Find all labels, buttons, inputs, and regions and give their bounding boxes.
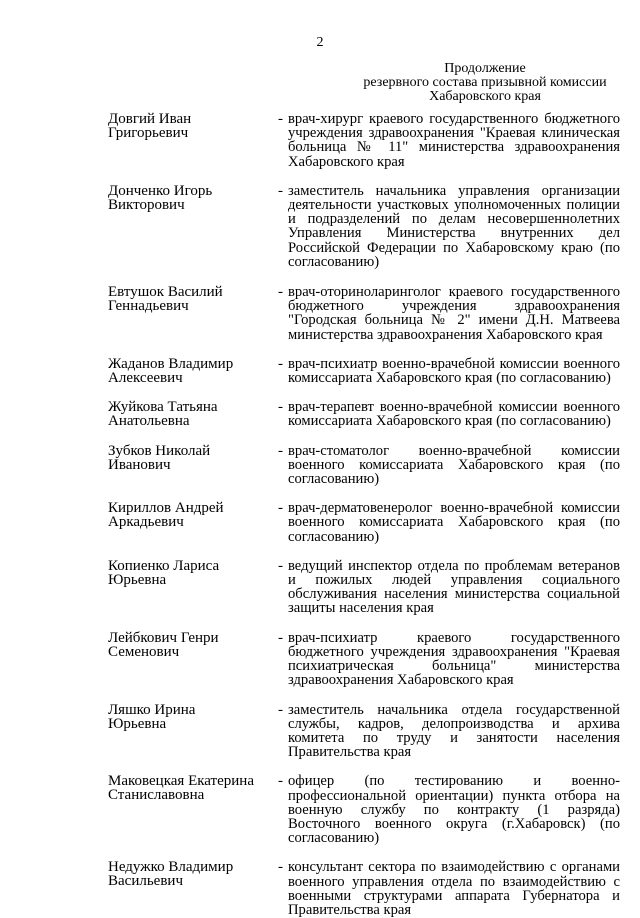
roster-entry xyxy=(108,357,618,385)
continuation-line: Продолжение xyxy=(444,61,526,76)
member-position: консультант сектора по взаимодействию с органами военного управления отдела по взаимодействию с военными структурами аппарата Губернатора и Правительства края xyxy=(288,859,620,918)
member-surname-first: Маковецкая Екатерина xyxy=(108,773,254,790)
member-position: врач-психиатр краевого государственного бюджетного учреждения здравоохранения "Краевая психиатрическая больница" министерства здравоохранения Хабаровского края xyxy=(288,629,620,689)
member-surname-first: Довгий Иван xyxy=(108,111,192,127)
roster-entry xyxy=(108,703,618,760)
roster-entry xyxy=(108,774,618,845)
member-name xyxy=(108,774,273,802)
member-surname-first: Кириллов Андрей xyxy=(108,500,224,517)
member-position: врач-стоматолог военно-врачебной комиссии военного комиссариата Хабаровского края (по согласованию) xyxy=(288,442,620,488)
member-name xyxy=(108,631,273,659)
member-patronymic: Викторович xyxy=(108,196,185,213)
member-surname-first: Жаданов Владимир xyxy=(108,355,234,372)
member-position: заместитель начальника управления организации деятельности участковых уполномоченных полиции и подразделений по делам несовершеннолетних Управления Министерства внутренних дел Российской Федерации по Хабаровскому краю (по согласованию) xyxy=(288,182,620,270)
member-position: врач-хирург краевого государственного бюджетного учреждения здравоохранения "Краевая клиническая больница № 11" министерства здравоохранения Хабаровского края xyxy=(288,111,620,170)
roster-entry xyxy=(108,501,618,544)
member-surname-first: Ляшко Ирина xyxy=(108,701,196,718)
separator-dash: - xyxy=(278,442,283,459)
member-patronymic: Васильевич xyxy=(108,873,183,890)
member-surname-first: Лейбкович Генри xyxy=(108,629,219,646)
member-name xyxy=(108,703,273,731)
member-name xyxy=(108,501,273,529)
member-patronymic: Юрьевна xyxy=(108,571,167,588)
roster-entry xyxy=(108,631,618,688)
member-patronymic: Юрьевна xyxy=(108,715,167,732)
member-surname-first: Евтушок Василий xyxy=(108,284,223,301)
member-patronymic: Семенович xyxy=(108,643,180,660)
commission-roster xyxy=(108,112,618,917)
separator-dash: - xyxy=(278,284,283,301)
page-number: 2 xyxy=(316,35,324,50)
continuation-line: Хабаровского края xyxy=(429,89,541,104)
separator-dash: - xyxy=(278,111,283,127)
continuation-line: резервного состава призывной комиссии xyxy=(363,75,607,90)
roster-entry xyxy=(108,559,618,616)
roster-entry xyxy=(108,184,618,269)
member-surname-first: Донченко Игорь xyxy=(108,182,213,199)
member-patronymic: Геннадьевич xyxy=(108,298,189,315)
member-patronymic: Аркадьевич xyxy=(108,514,184,531)
member-position: врач-дерматовенеролог военно-врачебной комиссии военного комиссариата Хабаровского края (по согласованию) xyxy=(288,500,620,545)
separator-dash: - xyxy=(278,701,283,718)
member-surname-first: Зубков Николай xyxy=(108,442,211,459)
member-position: ведущий инспектор отдела по проблемам ветеранов и пожилых людей управления социального обслуживания населения министерства социальной защиты населения края xyxy=(288,557,620,617)
roster-entry xyxy=(108,400,618,428)
member-surname-first: Жуйкова Татьяна xyxy=(108,399,218,416)
member-position: врач-психиатр военно-врачебной комиссии военного комиссариата Хабаровского края (по согласованию) xyxy=(288,355,620,387)
continuation-heading xyxy=(360,62,610,104)
separator-dash: - xyxy=(278,399,283,416)
member-patronymic: Алексеевич xyxy=(108,369,183,386)
roster-entry xyxy=(108,285,618,342)
separator-dash: - xyxy=(278,859,283,876)
separator-dash: - xyxy=(278,557,283,574)
separator-dash: - xyxy=(278,773,283,790)
member-name xyxy=(108,112,273,140)
member-name xyxy=(108,357,273,385)
member-name xyxy=(108,444,273,472)
member-name xyxy=(108,285,273,313)
separator-dash: - xyxy=(278,500,283,517)
roster-entry xyxy=(108,444,618,487)
member-surname-first: Копиенко Лариса xyxy=(108,557,220,574)
member-name xyxy=(108,184,273,212)
member-name xyxy=(108,559,273,587)
member-surname-first: Недужко Владимир xyxy=(108,859,234,876)
separator-dash: - xyxy=(278,355,283,372)
member-patronymic: Иванович xyxy=(108,456,171,473)
member-position: заместитель начальника отдела государственной службы, кадров, делопроизводства и архива комитета по труду и занятости населения Правительства края xyxy=(288,701,620,761)
roster-entry xyxy=(108,860,618,917)
separator-dash: - xyxy=(278,629,283,646)
roster-entry xyxy=(108,112,618,169)
member-patronymic: Станиславовна xyxy=(108,787,205,804)
member-name xyxy=(108,400,273,428)
member-position: врач-оториноларинголог краевого государственного бюджетного учреждения здравоохранения "Городская больница № 2" имени Д.Н. Матвеева министерства здравоохранения Хабаровского края xyxy=(288,284,620,343)
member-name xyxy=(108,860,273,888)
member-patronymic: Григорьевич xyxy=(108,125,189,141)
separator-dash: - xyxy=(278,182,283,199)
member-position: врач-терапевт военно-врачебной комиссии военного комиссариата Хабаровского края (по согласованию) xyxy=(288,399,620,430)
member-patronymic: Анатольевна xyxy=(108,413,190,430)
member-position: офицер (по тестированию и военно-профессиональной ориентации) пункта отбора на военную службу по контракту (1 разряда) Восточного военного округа (г.Хабаровск) (по согласованию) xyxy=(288,773,620,847)
